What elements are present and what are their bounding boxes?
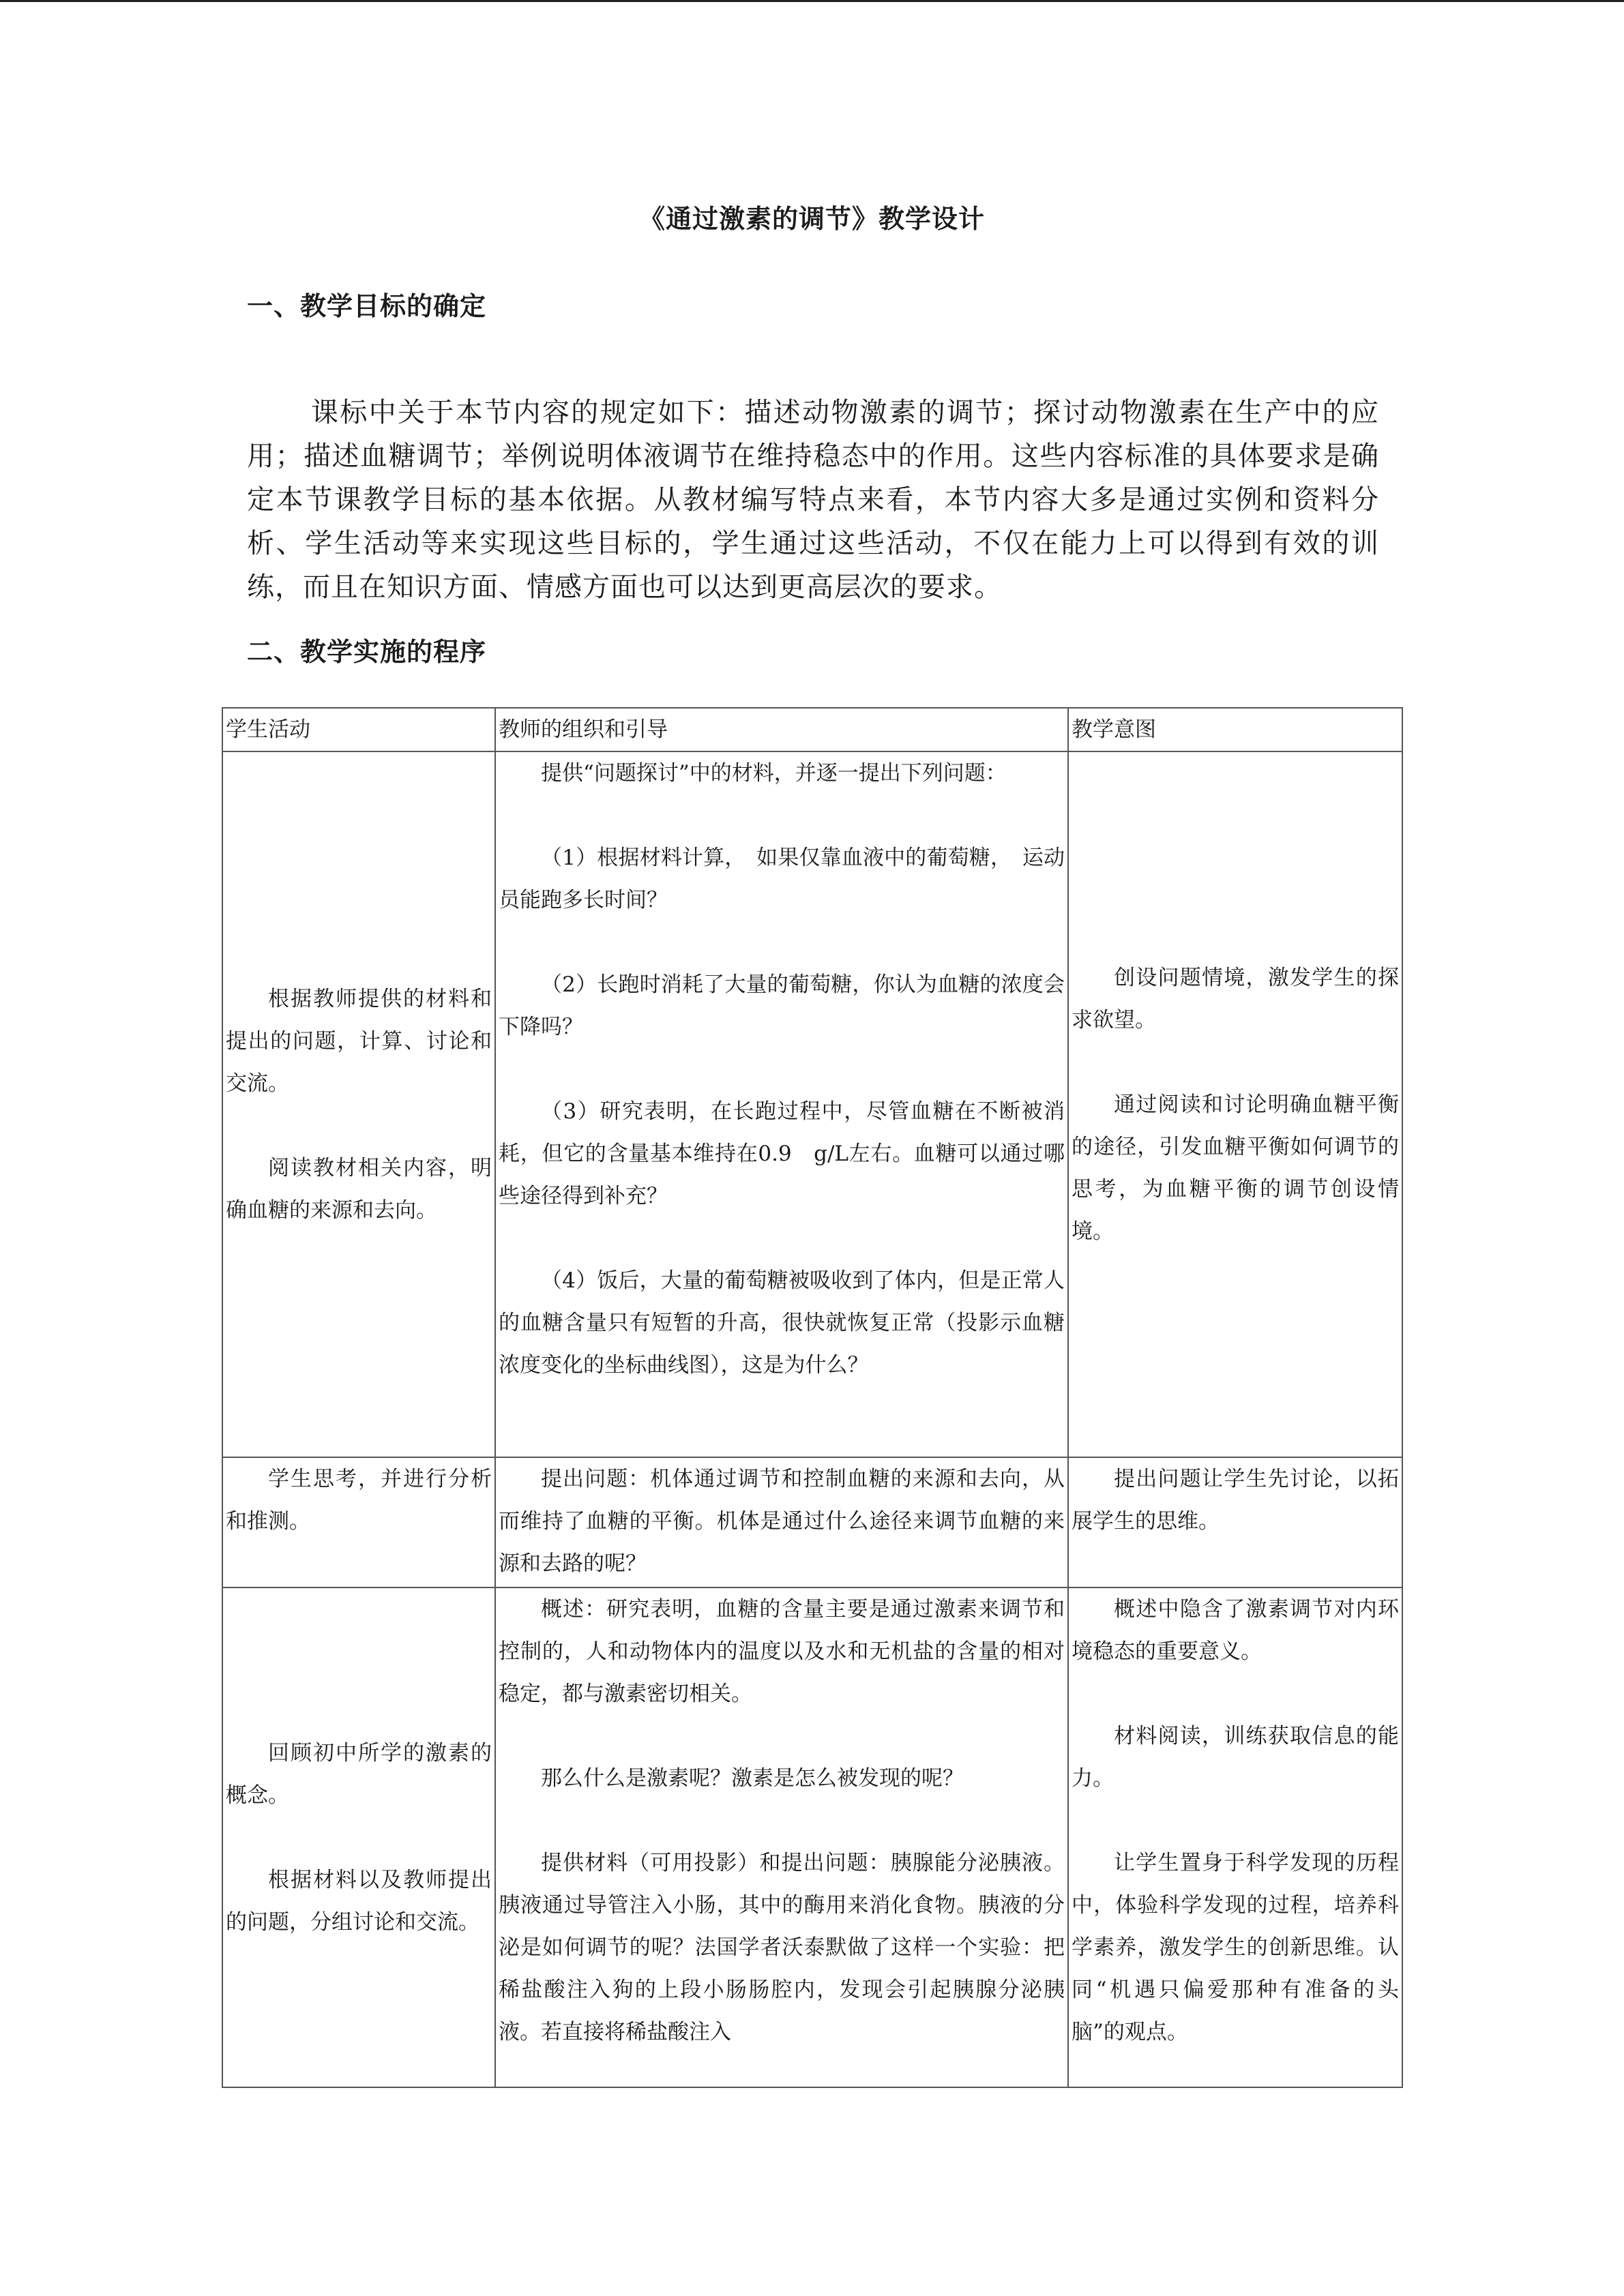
- cell-paragraph: 提出问题：机体通过调节和控制血糖的来源和去向，从而维持了血糖的平衡。机体是通过什么途径来调节血糖的来源和去路的呢？: [499, 1467, 1065, 1576]
- document-title: 《通过激素的调节》教学设计: [638, 203, 985, 234]
- cell-paragraph: 概述：研究表明，血糖的含量主要是通过激素来调节和控制的，人和动物体内的温度以及水和无机盐的含量的相对稳定，都与激素密切相关。: [499, 1597, 1065, 1706]
- student-activity-cell: [222, 751, 495, 1457]
- cell-paragraph: 通过阅读和讨论明确血糖平衡的途径，引发血糖平衡如何调节的思考，为血糖平衡的调节创设情境。: [1072, 1092, 1399, 1244]
- table-row: [222, 751, 1402, 1457]
- teacher-guidance-cell: [495, 1587, 1068, 2087]
- header-teacher-guidance: 教师的组织和引导: [495, 708, 1068, 751]
- cell-paragraph: 提供材料（可用投影）和提出问题：胰腺能分泌胰液。胰液通过导管注入小肠，其中的酶用来消化食物。胰液的分泌是如何调节的呢？法国学者沃泰默做了这样一个实验：把稀盐酸注入狗的上段小肠肠腔内，发现会引起胰腺分泌胰液。若直接将稀盐酸注入: [499, 1851, 1065, 2044]
- cell-paragraph: 那么什么是激素呢？激素是怎么被发现的呢？: [541, 1766, 964, 1791]
- student-activity-cell: [222, 1587, 495, 2087]
- teaching-intent-cell: [1068, 1587, 1402, 2087]
- table-header-row: [222, 708, 1402, 751]
- teaching-procedure-table: [222, 707, 1403, 2088]
- cell-paragraph: （2）长跑时消耗了大量的葡萄糖，你认为血糖的浓度会下降吗？: [499, 972, 1065, 1039]
- cell-paragraph: 材料阅读，训练获取信息的能力。: [1072, 1724, 1399, 1791]
- teaching-intent-cell: [1068, 751, 1402, 1457]
- cell-paragraph: （1）根据材料计算， 如果仅靠血液中的葡萄糖， 运动员能跑多长时间？: [499, 846, 1065, 912]
- cell-paragraph: 学生思考，并进行分析和推测。: [226, 1467, 492, 1534]
- student-activity-cell: [222, 1457, 495, 1587]
- teacher-guidance-cell: [495, 751, 1068, 1457]
- cell-paragraph: 根据教师提供的材料和提出的问题，计算、讨论和交流。: [226, 986, 492, 1096]
- cell-paragraph: 概述中隐含了激素调节对内环境稳态的重要意义。: [1072, 1597, 1399, 1664]
- header-teaching-intent: 教学意图: [1068, 708, 1402, 751]
- cell-paragraph: 提出问题让学生先讨论，以拓展学生的思维。: [1072, 1467, 1399, 1534]
- cell-paragraph: 阅读教材相关内容，明确血糖的来源和去向。: [226, 1155, 492, 1223]
- cell-paragraph: 根据材料以及教师提出的问题，分组讨论和交流。: [226, 1867, 492, 1935]
- section-heading-procedure: 二、教学实施的程序: [247, 636, 487, 667]
- table-row: [222, 1587, 1402, 2087]
- table-row: [222, 1457, 1402, 1587]
- section-heading-objectives: 一、教学目标的确定: [247, 290, 487, 321]
- cell-paragraph: 让学生置身于科学发现的历程中，体验科学发现的过程，培养科学素养，激发学生的创新思维。认同“机遇只偏爱那种有准备的头脑”的观点。: [1072, 1851, 1399, 2044]
- teacher-guidance-cell: [495, 1457, 1068, 1587]
- cell-paragraph: 创设问题情境，激发学生的探求欲望。: [1072, 965, 1399, 1032]
- header-student-activity: 学生活动: [222, 708, 495, 751]
- cell-paragraph: （4）饭后，大量的葡萄糖被吸收到了体内，但是正常人的血糖含量只有短暂的升高，很快就恢复正常（投影示血糖浓度变化的坐标曲线图），这是为什么？: [499, 1268, 1065, 1377]
- objectives-paragraph: 课标中关于本节内容的规定如下：描述动物激素的调节；探讨动物激素在生产中的应用；描述血糖调节；举例说明体液调节在维持稳态中的作用。这些内容标准的具体要求是确定本节课教学目标的基本依据。从教材编写特点来看，本节内容大多是通过实例和资料分析、学生活动等来实现这些目标的，学生通过这些活动，不仅在能力上可以得到有效的训练，而且在知识方面、情感方面也可以达到更高层次的要求。: [247, 397, 1379, 603]
- page-top-border: [0, 0, 1624, 2]
- teaching-intent-cell: [1068, 1457, 1402, 1587]
- cell-paragraph: 回顾初中所学的激素的概念。: [226, 1740, 492, 1808]
- cell-paragraph: 提供“问题探讨”中的材料，并逐一提出下列问题：: [541, 761, 1007, 786]
- cell-paragraph: （3）研究表明，在长跑过程中，尽管血糖在不断被消耗，但它的含量基本维持在0.9 g/L左右。血糖可以通过哪些途径得到补充？: [499, 1099, 1065, 1208]
